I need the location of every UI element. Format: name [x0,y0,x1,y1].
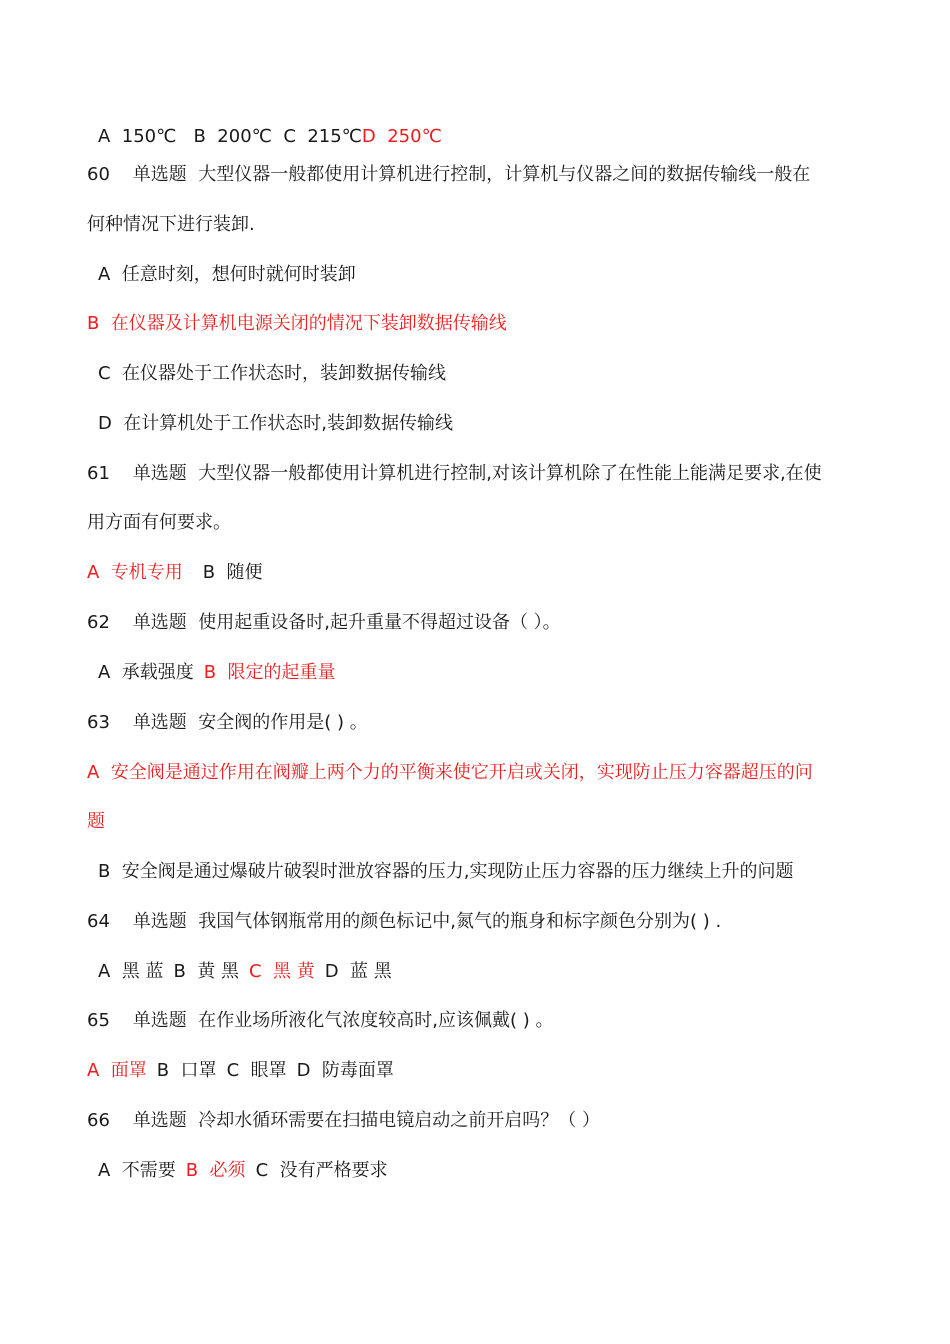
q62-options [98,658,880,688]
q63-option-a-answer-line1: A 安全阀是通过作用在阀瓣上两个力的平衡来使它开启或关闭，实现防止压力容器超压的问 [87,762,813,783]
q59-option-b: B 200℃ [187,126,284,147]
q61-stem-line2: 用方面有何要求。 [87,512,231,533]
q64-option-d: D 蓝 黑 [324,961,392,982]
q66-options [98,1156,880,1186]
q63-option-a-answer-line2: 题 [87,811,105,832]
q66-option-c: C 没有严格要求 [255,1160,388,1181]
q65-options [87,1056,880,1086]
q66-stem: 66 单选题 冷却水循环需要在扫描电镜启动之前开启吗？（ ） [87,1110,600,1131]
q65-option-b: B 口罩 [156,1060,217,1081]
q59-options [98,122,880,152]
q61-stem-line1: 61 单选题 大型仪器一般都使用计算机进行控制,对该计算机除了在性能上能满足要求,在使 [87,463,822,484]
q66-option-b-answer: B 必须 [185,1160,246,1181]
q60-stem-line2: 何种情况下进行装卸. [87,214,255,235]
q62-stem: 62 单选题 使用起重设备时,起升重量不得超过设备（ ）。 [87,612,561,633]
q59-option-d-answer: D 250℃ [361,126,442,147]
q64-option-a: A 黑 蓝 [98,961,164,982]
q61-option-b: B 随便 [202,562,263,583]
q65-stem: 65 单选题 在作业场所液化气浓度较高时,应该佩戴( ) 。 [87,1010,554,1031]
q60-option-c: C 在仪器处于工作状态时，装卸数据传输线 [98,363,447,384]
q60-stem-line1: 60 单选题 大型仪器一般都使用计算机进行控制，计算机与仪器之间的数据传输线一般在 [87,164,811,185]
q64-option-c-answer: C 黑 黄 [249,961,315,982]
q64-stem: 64 单选题 我国气体钢瓶常用的颜色标记中,氮气的瓶身和标字颜色分别为( ) . [87,911,722,932]
q64-option-b: B 黄 黑 [173,961,239,982]
q60-option-d: D 在计算机处于工作状态时,装卸数据传输线 [98,413,454,434]
q63-option-b: B 安全阀是通过爆破片破裂时泄放容器的压力,实现防止压力容器的压力继续上升的问题 [98,861,794,882]
q61-options [87,558,880,588]
q66-option-a: A 不需要 [98,1160,176,1181]
q62-option-a: A 承载强度 [98,662,194,683]
q60-option-a: A 任意时刻，想何时就何时装卸 [98,264,356,285]
q65-option-a-answer: A 面罩 [87,1060,147,1081]
q59-option-a: A 150℃ [98,126,188,147]
q61-option-a-answer: A 专机专用 [87,562,183,583]
q63-stem: 63 单选题 安全阀的作用是( ) 。 [87,712,368,733]
q59-option-c: C 215℃ [283,126,362,147]
q62-option-b-answer: B 限定的起重量 [203,662,336,683]
q60-option-b-answer: B 在仪器及计算机电源关闭的情况下装卸数据传输线 [87,313,507,334]
q65-option-c: C 眼罩 [226,1060,287,1081]
q64-options [98,957,880,987]
q65-option-d: D 防毒面罩 [296,1060,394,1081]
